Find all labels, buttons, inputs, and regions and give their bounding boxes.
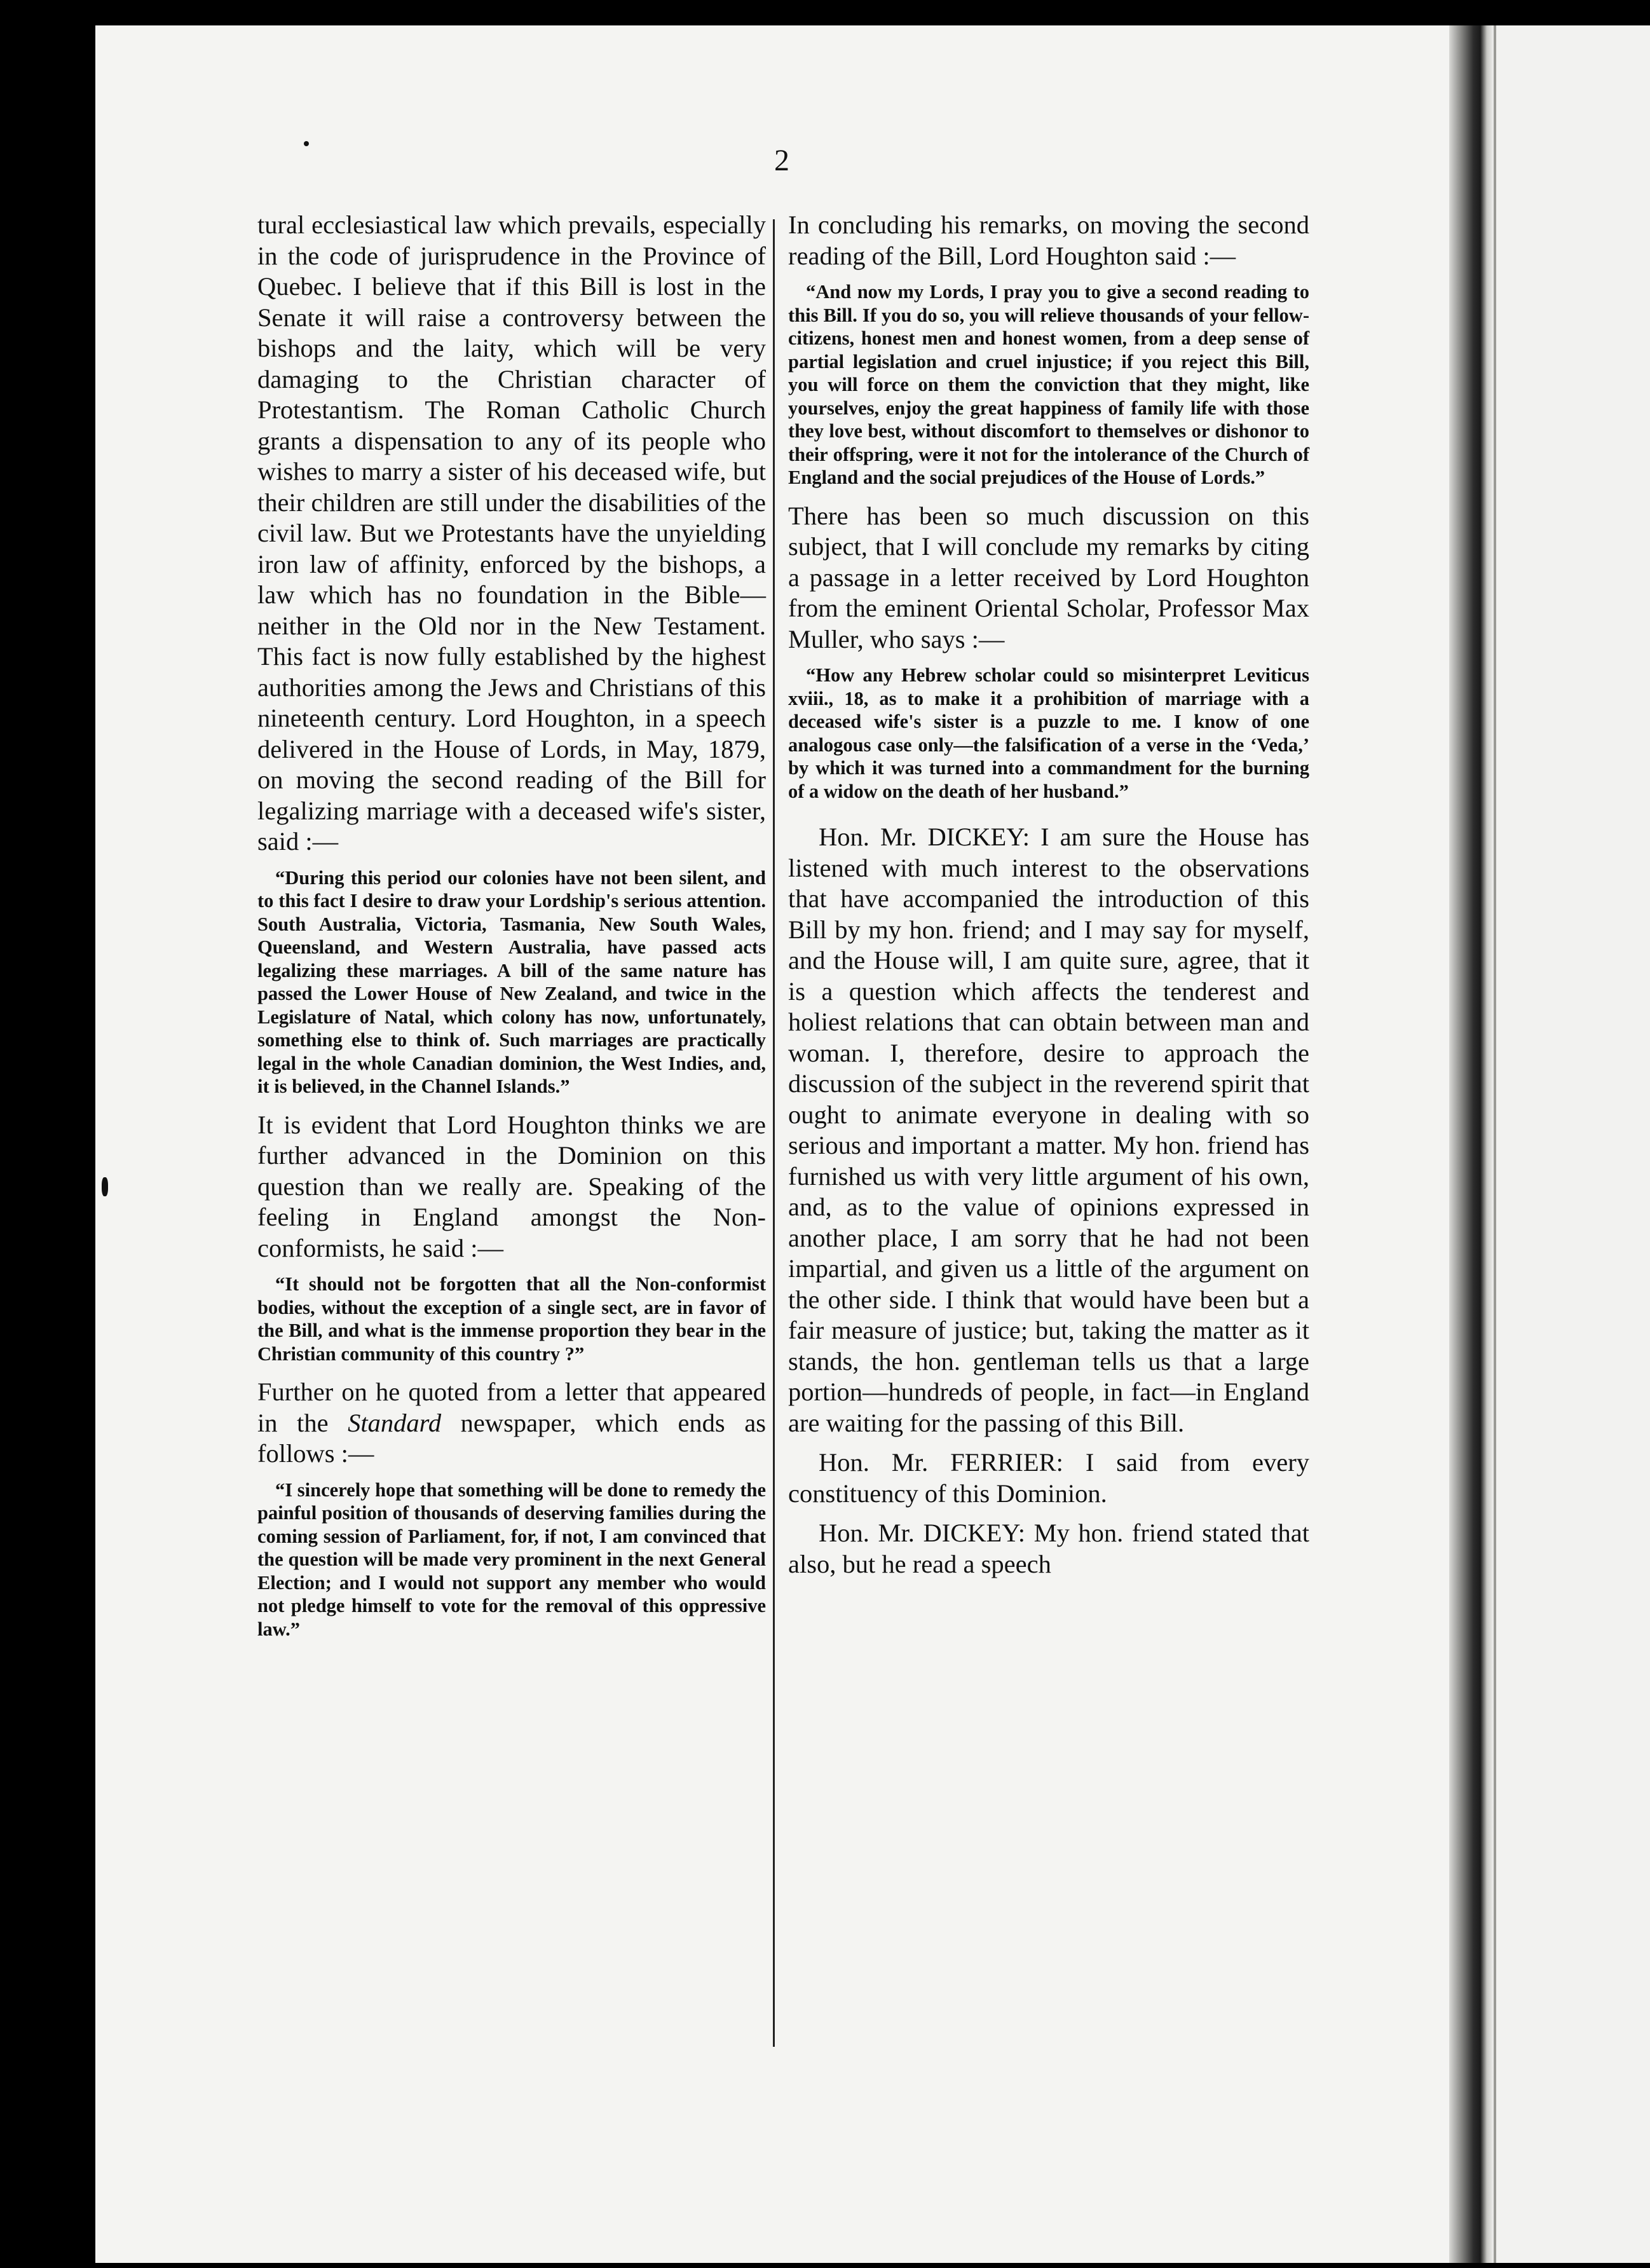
right-paragraph-1: In concluding his remarks, on moving the second reading of the Bill, Lord Houghton said :— — [788, 210, 1309, 270]
left-paragraph-2: It is evident that Lord Houghton thinks we are further advanced in the Dominion on this question than we really are. Speaking of the feeling in England amongst the Non-conformists, he said :— — [257, 1110, 766, 1262]
right-paragraph-ferrier: Hon. Mr. FERRIER: I said from every constituency of this Dominion. — [788, 1448, 1309, 1508]
right-paragraph-2: There has been so much discussion on this subject, that I will conclude my remarks by citing a passage in a letter received by Lord Houghton from the eminent Oriental Scholar, Professor Max Muller, who says :— — [788, 501, 1309, 653]
left-paragraph-3-before: Further on he quoted from a letter that appeared in the — [257, 1377, 766, 1437]
right-column — [788, 210, 1309, 1585]
left-paragraph-1: tural ecclesiastical law which prevails, especially in the code of jurisprudence in the Province of Quebec. I believe that if this Bill is lost in the Senate it will raise a controversy between the bishops and the laity, which will be very damaging to the Christian character of Protestantism. The Roman Catholic Church grants a dispensation to any of its people who wishes to marry a sister of his deceased wife, but their children are still under the disabilities of the civil law. But we Protestants have the unyielding iron law of affinity, enforced by the bishops, a law which has no foundation in the Bible—neither in the Old nor in the New Testament. This fact is now fully established by the highest authorities among the Jews and Christians of this nineteenth century. Lord Houghton, in a speech delivered in the House of Lords, in May, 1879, on moving the second reading of the Bill for legalizing marriage with a deceased wife's sister, said :— — [257, 210, 766, 856]
adjacent-page-edge — [1494, 25, 1650, 2263]
newspaper-title: Standard — [348, 1408, 442, 1437]
scan-speck — [304, 141, 309, 146]
right-quote-1: “And now my Lords, I pray you to give a second reading to this Bill. If you do so, you will relieve thousands of your fellow-citizens, honest men and honest women, from a deep sense of partial legislation and cruel injustice; if you reject this Bill, you will force on them the conviction that they might, like yourselves, enjoy the great happiness of family life with those they love best, without discomfort to themselves or dishonor to their offspring, were it not for the intolerance of the Church of England and the social prejudices of the House of Lords.” — [788, 281, 1309, 488]
left-quote-1: “During this period our colonies have not been silent, and to this fact I desire to draw your Lordship's serious attention. South Australia, Victoria, Tasmania, New South Wales, Queensland, and Western Australia, have passed acts legalizing these marriages. A bill of the same nature has passed the Lower House of New Zealand, and twice in the Legislature of Natal, which colony has now, unfortunately, something else to think of. Such marriages are practically legal in the whole Canadian dominion, the West Indies, and, it is believed, in the Channel Islands.” — [257, 866, 766, 1097]
left-paragraph-3 — [257, 1377, 766, 1470]
left-quote-2: “It should not be forgotten that all the Non-conformist bodies, without the exception of a single sect, are in favor of the Bill, and what is the immense proportion they bear in the Christian community of this country ?” — [257, 1273, 766, 1365]
column-divider — [773, 219, 775, 2047]
left-quote-3: “I sincerely hope that something will be done to remedy the painful position of thousands of deserving families during the coming session of Parliament, for, if not, I am convinced that the question will be made very prominent in the next General Election; and I would not support any member who would not pledge himself to vote for the removal of this oppressive law.” — [257, 1479, 766, 1640]
page-number: 2 — [774, 144, 789, 177]
right-paragraph-dickey: Hon. Mr. DICKEY: I am sure the House has listened with much interest to the observations that have accompanied the introduction of this Bill by my hon. friend; and I may say for myself, and the House will, I am quite sure, agree, that it is a question which affects the tenderest and holiest relations that can obtain between man and woman. I, therefore, desire to approach the discussion of the subject in the reverend spirit that ought to animate everyone in dealing with so serious and important a matter. My hon. friend has furnished us with very little argument of his own, and, as to the value of opinions expressed in another place, I am sorry that he had not been impartial, and given us a little of the argument on the other side. I think that would have been but a fair measure of justice; but, taking the matter as it stands, the hon. gentleman tells us that a large portion—hundreds of people, in fact—in England are waiting for the passing of this Bill. — [788, 823, 1309, 1437]
page-binding-edge — [1449, 25, 1494, 2263]
scan-speck — [102, 1177, 108, 1196]
right-quote-2: “How any Hebrew scholar could so misinterpret Leviticus xviii., 18, as to make it a prohibition of marriage with a deceased wife's sister is a puzzle to me. I know of one analogous case only—the falsification of a verse in the ‘Veda,’ by which it was turned into a commandment for the burning of a widow on the death of her husband.” — [788, 664, 1309, 802]
left-column — [257, 210, 766, 1652]
right-paragraph-dickey-2: Hon. Mr. DICKEY: My hon. friend stated that also, but he read a speech — [788, 1519, 1309, 1578]
left-paragraph-3-after: newspaper, which ends as follows :— — [257, 1408, 766, 1468]
